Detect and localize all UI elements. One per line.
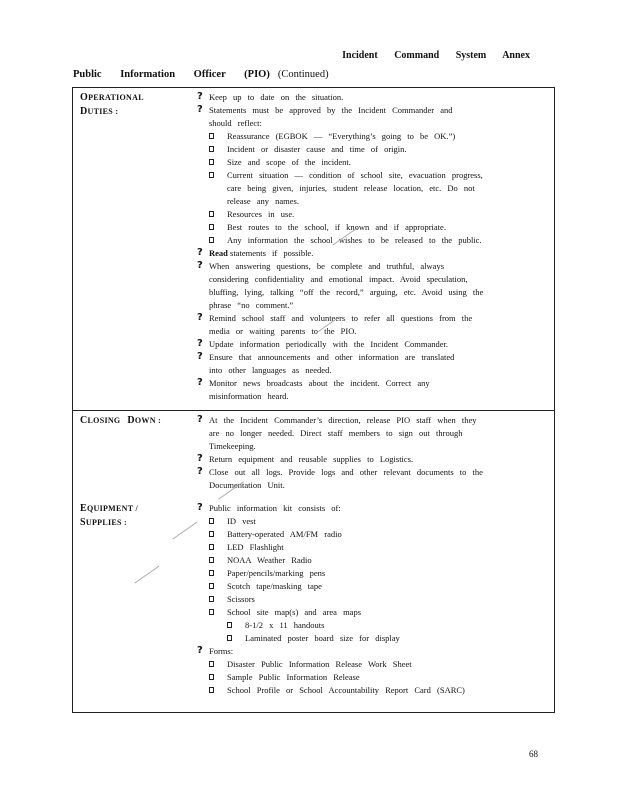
line-text: LED Flashlight	[227, 542, 284, 552]
line-text: Reassurance (EGBOK — “Everything’s going to be OK.”)	[227, 131, 456, 141]
line-text: Update information periodically with the Incident Commander.	[209, 339, 449, 349]
duty-item	[197, 466, 541, 479]
question-bullet-icon: ?	[197, 104, 203, 115]
duty-item	[197, 377, 541, 390]
sub-item	[209, 156, 541, 169]
line-text: Any information the school wishes to be released to the public.	[227, 235, 482, 245]
line-text: media or waiting parents to the PIO.	[209, 326, 357, 336]
duty-item-continued	[209, 479, 541, 492]
section-label: EQUIPMENT / SUPPLIES :	[80, 503, 139, 528]
duty-item-continued	[209, 440, 541, 453]
duty-item	[197, 104, 541, 117]
line-text: 8-1/2 x 11 handouts	[245, 620, 325, 630]
equipment-supplies-section	[73, 499, 554, 709]
annex-title: Incident Command System Annex	[342, 50, 530, 61]
line-text: At the Incident Commander’s direction, release PIO staff when they	[209, 415, 477, 425]
line-text: Scissors	[227, 594, 255, 604]
line-text: Return equipment and reusable supplies to Logistics.	[209, 454, 414, 464]
sub-item-continued	[209, 182, 541, 195]
line-text: Close out all logs. Provide logs and other relevant documents to the	[209, 467, 483, 477]
question-bullet-icon: ?	[197, 260, 203, 271]
duty-item	[197, 312, 541, 325]
line-text: Monitor news broadcasts about the incident. Correct any	[209, 378, 430, 388]
sub-item	[209, 658, 541, 671]
line-text: Battery-operated AM/FM radio	[227, 529, 342, 539]
checkbox-bullet-icon	[209, 146, 214, 152]
line-text: School Profile or School Accountability Report Card (SARC)	[227, 685, 465, 695]
line-text: Timekeeping.	[209, 441, 256, 451]
checkbox-bullet-icon	[209, 583, 214, 589]
duty-item	[197, 91, 541, 104]
checkbox-bullet-icon	[209, 531, 214, 537]
line-text: into other languages as needed.	[209, 365, 332, 375]
page-number: 68	[529, 749, 538, 759]
sub-item-continued	[209, 195, 541, 208]
line-text: statements if possible.	[230, 248, 314, 258]
line-text: ID vest	[227, 516, 256, 526]
duty-item-continued	[209, 273, 541, 286]
line-text: Sample Public Information Release	[227, 672, 360, 682]
section-lines	[197, 91, 541, 403]
duty-item	[197, 645, 541, 658]
question-bullet-icon: ?	[197, 377, 203, 388]
question-bullet-icon: ?	[197, 453, 203, 464]
section-label: OPERATIONAL DUTIES :	[80, 92, 144, 117]
checkbox-bullet-icon	[227, 635, 232, 641]
closing-down-section	[73, 410, 554, 492]
checkbox-bullet-icon	[209, 674, 214, 680]
line-text: Keep up to date on the situation.	[209, 92, 344, 102]
checkbox-bullet-icon	[209, 237, 214, 243]
sub-item	[209, 554, 541, 567]
line-text: Documentation Unit.	[209, 480, 285, 490]
duty-item	[197, 247, 541, 260]
line-text: Incident or disaster cause and time of origin.	[227, 144, 407, 154]
continued-label: (Continued)	[277, 69, 329, 80]
line-text: Current situation — condition of school site, evacuation progress,	[227, 170, 483, 180]
checkbox-bullet-icon	[227, 622, 232, 628]
sub-item	[209, 593, 541, 606]
question-bullet-icon: ?	[197, 645, 203, 656]
line-text: Remind school staff and volunteers to refer all questions from the	[209, 313, 473, 323]
sub-item	[209, 684, 541, 697]
line-text: NOAA Weather Radio	[227, 555, 312, 565]
line-text: considering confidentiality and emotional impact. Avoid speculation,	[209, 274, 468, 284]
line-text: Laminated poster board size for display	[245, 633, 400, 643]
duty-item	[197, 351, 541, 364]
line-text: care being given, injuries, student release location, etc. Do not	[227, 183, 475, 193]
sub-item	[209, 541, 541, 554]
nested-sub-item	[209, 619, 541, 632]
duty-item	[197, 414, 541, 427]
section-lines	[197, 414, 541, 492]
question-bullet-icon: ?	[197, 414, 203, 425]
sub-item	[209, 234, 541, 247]
line-text: Best routes to the school, if known and if appropriate.	[227, 222, 446, 232]
duty-item-continued	[209, 117, 541, 130]
checkbox-bullet-icon	[209, 544, 214, 550]
nested-sub-item	[209, 632, 541, 645]
sub-item	[209, 606, 541, 619]
duty-item-continued	[209, 286, 541, 299]
duty-item-continued	[209, 299, 541, 312]
duty-item	[197, 338, 541, 351]
section-label: CLOSING DOWN :	[80, 415, 162, 426]
duties-table	[72, 87, 555, 713]
checkbox-bullet-icon	[209, 596, 214, 602]
question-bullet-icon: ?	[197, 351, 203, 362]
line-text: Public information kit consists of:	[209, 503, 341, 513]
checkbox-bullet-icon	[209, 557, 214, 563]
line-text: Scotch tape/masking tape	[227, 581, 322, 591]
checkbox-bullet-icon	[209, 661, 214, 667]
role-title	[73, 69, 329, 80]
duty-item-continued	[209, 390, 541, 403]
sub-item	[209, 143, 541, 156]
duty-item-continued	[209, 364, 541, 377]
question-bullet-icon: ?	[197, 91, 203, 102]
sub-item	[209, 169, 541, 182]
line-text: are no longer needed. Direct staff members to sign out through	[209, 428, 463, 438]
sub-item	[209, 221, 541, 234]
checkbox-bullet-icon	[209, 211, 214, 217]
line-text: School site map(s) and area maps	[227, 607, 362, 617]
checkbox-bullet-icon	[209, 172, 214, 178]
role-title-text: Public Information Officer (PIO)	[73, 69, 270, 80]
line-text: bluffing, lying, talking “off the record,” arguing, etc. Avoid using the	[209, 287, 484, 297]
sub-item	[209, 671, 541, 684]
line-text: Disaster Public Information Release Work Sheet	[227, 659, 412, 669]
question-bullet-icon: ?	[197, 247, 203, 258]
section-lines	[197, 502, 541, 697]
duty-item-continued	[209, 427, 541, 440]
checkbox-bullet-icon	[209, 224, 214, 230]
line-text: misinformation heard.	[209, 391, 289, 401]
line-text: Resources in use.	[227, 209, 295, 219]
question-bullet-icon: ?	[197, 466, 203, 477]
line-text: Ensure that announcements and other information are translated	[209, 352, 455, 362]
sub-item	[209, 567, 541, 580]
line-text: release any names.	[227, 196, 299, 206]
sub-item	[209, 528, 541, 541]
operational-duties-section	[73, 88, 554, 410]
sub-item	[209, 130, 541, 143]
line-text: Paper/pencils/marking pens	[227, 568, 326, 578]
duty-item	[197, 260, 541, 273]
duty-item-continued	[209, 325, 541, 338]
checkbox-bullet-icon	[209, 570, 214, 576]
checkbox-bullet-icon	[209, 159, 214, 165]
line-text: phrase “no comment.”	[209, 300, 294, 310]
line-text: Statements must be approved by the Incident Commander and	[209, 105, 453, 115]
line-text: should reflect:	[209, 118, 262, 128]
question-bullet-icon: ?	[197, 312, 203, 323]
question-bullet-icon: ?	[197, 502, 203, 513]
checkbox-bullet-icon	[209, 687, 214, 693]
emphasis-text: Read	[209, 248, 228, 258]
checkbox-bullet-icon	[209, 133, 214, 139]
sub-item	[209, 580, 541, 593]
checkbox-bullet-icon	[209, 609, 214, 615]
checkbox-bullet-icon	[209, 518, 214, 524]
line-text: Forms:	[209, 646, 234, 656]
sub-item	[209, 515, 541, 528]
sub-item	[209, 208, 541, 221]
duty-item	[197, 453, 541, 466]
question-bullet-icon: ?	[197, 338, 203, 349]
line-text: Size and scope of the incident.	[227, 157, 351, 167]
line-text: When answering questions, be complete and truthful, always	[209, 261, 445, 271]
duty-item	[197, 502, 541, 515]
